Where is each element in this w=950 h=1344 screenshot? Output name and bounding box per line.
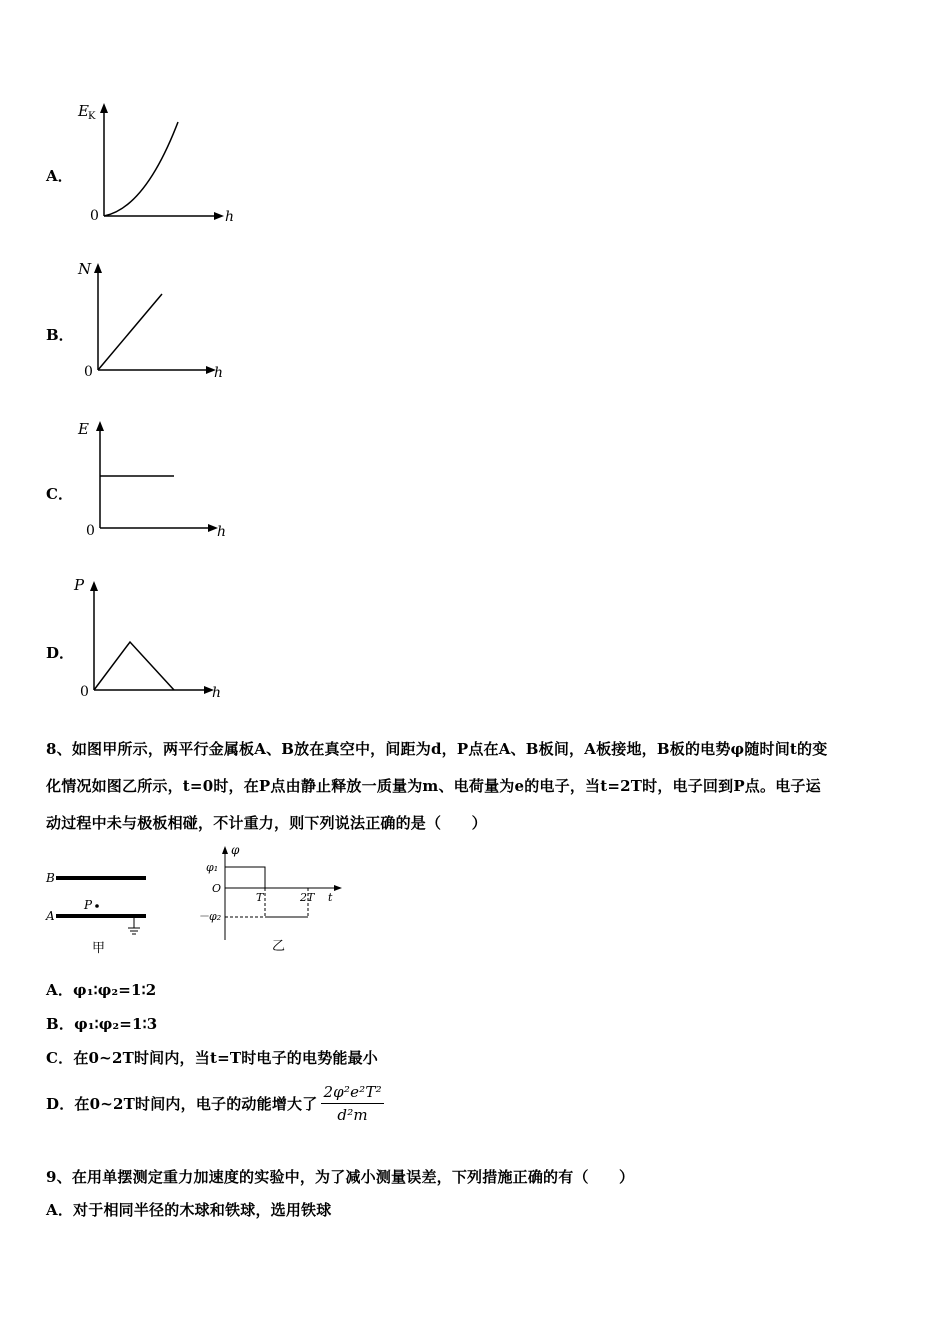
q8-option-a-text: φ₁∶φ₂=1∶2 (73, 981, 157, 999)
q7-c-origin: 0 (86, 523, 95, 539)
q8-stem-line-2: 化情况如图乙所示，t=0时，在P点由静止释放一质量为m、电荷量为e的电子，当t=2T时，电子回到P点。电子运 (46, 777, 821, 795)
q7-c-xlabel: h (217, 524, 227, 540)
fraction-denominator: d²m (337, 1106, 368, 1124)
fig-yi-x-axis-label: t (328, 891, 333, 904)
q7-option-d-label: D． (46, 644, 75, 662)
q9-stem: 9、在用单摆测定重力加速度的实验中，为了减小测量误差，下列措施正确的有（ ） (46, 1168, 635, 1186)
q8-figure-yi (196, 840, 356, 960)
fig-yi-caption: 乙 (272, 939, 286, 954)
fraction-numerator: 2φ²e²T² (321, 1083, 383, 1104)
q7-a-xlabel: h (225, 209, 235, 225)
q7-option-a-graph (70, 98, 240, 228)
fig-yi-t1-label: T (256, 891, 264, 904)
q8-option-d-label: D． (46, 1095, 75, 1113)
q7-d-xlabel: h (212, 685, 222, 701)
q7-option-b-graph (70, 258, 240, 383)
q8-option-a-label: A． (46, 981, 74, 999)
q7-d-origin: 0 (80, 684, 89, 700)
fig-jia-plate-b-label: B (46, 871, 55, 885)
q8-stem-line-1: 8、如图甲所示，两平行金属板A、B放在真空中，间距为d，P点在A、B板间，A板接地，B板的电势φ随时间t的变 (46, 740, 828, 758)
q7-d-ylabel: P (74, 576, 85, 594)
fig-jia-point-label: P (84, 898, 93, 912)
fig-yi-neg-phi2-label: －φ₂ (198, 910, 222, 923)
fig-jia-point (95, 904, 99, 908)
q7-option-b-label: B． (46, 326, 74, 344)
q8-option-a (46, 979, 156, 1000)
q9-option-a-label: A． (46, 1201, 74, 1219)
q7-c-ylabel: E (78, 420, 89, 438)
q7-b-ylabel: N (78, 260, 92, 278)
fig-jia-caption: 甲 (92, 941, 106, 956)
q7-a-origin: 0 (90, 208, 99, 224)
fig-yi-phi1-label: φ₁ (206, 861, 219, 874)
q8-stem-line-3: 动过程中未与极板相碰，不计重力，则下列说法正确的是（ ） (46, 814, 487, 832)
fig-yi-origin-label: O (212, 882, 222, 895)
q8-option-c (46, 1047, 378, 1068)
q7-a-ylabel: E (78, 102, 89, 120)
fig-yi-y-axis-label: φ (231, 843, 240, 857)
fig-yi-t2-label: 2T (300, 891, 315, 904)
q8-option-b (46, 1013, 157, 1034)
q7-option-d-graph (70, 576, 240, 701)
q8-option-d-text: 在0~2T时间内，电子的动能增大了 (74, 1095, 318, 1113)
q8-option-d-fraction (321, 1083, 383, 1124)
q9-option-a-text: 对于相同半径的木球和铁球，选用铁球 (73, 1201, 332, 1219)
q8-option-c-label: C． (46, 1049, 74, 1067)
q8-option-c-text: 在0~2T时间内，当t=T时电子的电势能最小 (73, 1049, 379, 1067)
q7-option-c-label: C． (46, 485, 73, 503)
q9-option-a (46, 1199, 331, 1220)
q8-figure-jia (40, 860, 160, 960)
q7-b-origin: 0 (84, 364, 93, 380)
q8-option-b-label: B． (46, 1015, 75, 1033)
q8-option-d (46, 1083, 384, 1124)
q7-option-a-label: A． (46, 167, 73, 185)
q7-b-xlabel: h (214, 365, 224, 381)
q8-option-b-text: φ₁∶φ₂=1∶3 (74, 1015, 158, 1033)
fig-jia-plate-a-label: A (46, 909, 55, 923)
q7-a-ylabel-sub: K (88, 111, 96, 122)
q7-option-c-graph (70, 416, 240, 541)
